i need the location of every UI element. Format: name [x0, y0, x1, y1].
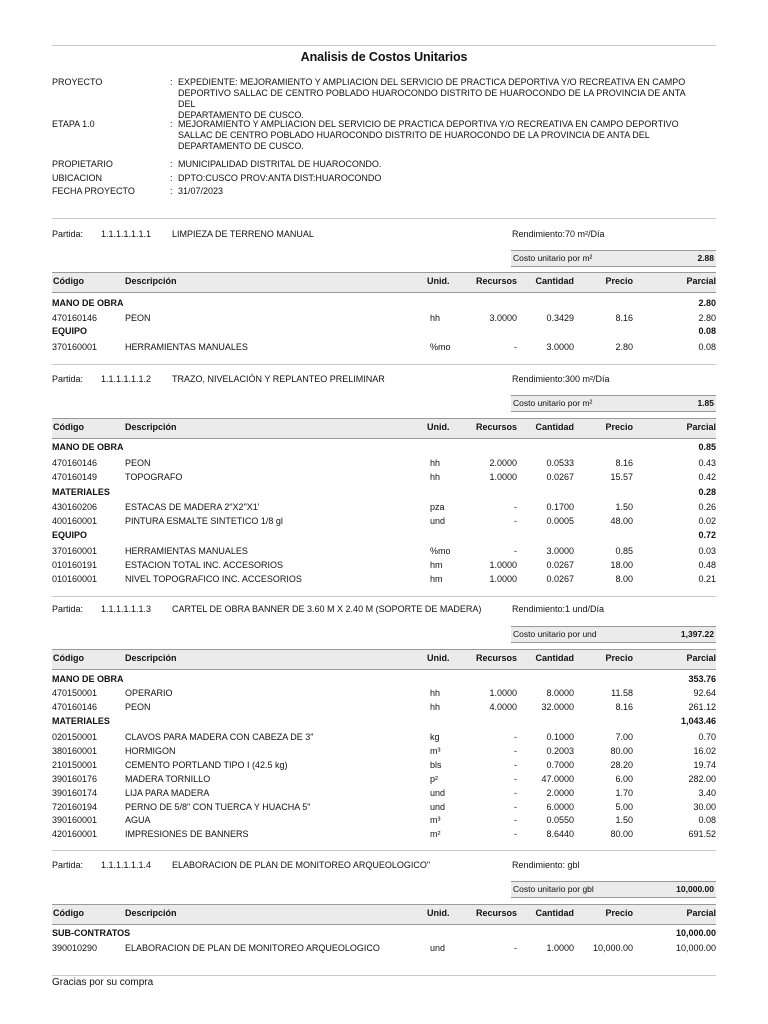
cell-unid: p² — [430, 774, 439, 784]
costo-unitario-label: Costo unitario por gbl — [513, 884, 594, 894]
ubicacion-label: UBICACION — [52, 173, 103, 183]
cell-unid: und — [430, 788, 446, 798]
costo-unitario-value: 2.88 — [697, 253, 714, 263]
costo-unitario-label: Costo unitario por m² — [513, 398, 593, 408]
cell-precio: 11.58 — [611, 688, 633, 698]
costo-unitario-value: 1,397.22 — [680, 629, 714, 639]
cell-precio: 28.20 — [610, 760, 633, 770]
cell-descripcion: CEMENTO PORTLAND TIPO I (42.5 kg) — [125, 760, 288, 770]
col-descripcion-header: Descripción — [125, 653, 177, 663]
cell-precio: 1.50 — [615, 502, 633, 512]
proyecto-value — [178, 77, 698, 121]
etapa-colon: : — [170, 119, 173, 129]
partida-code: 1.1.1.1.1.1.4 — [101, 860, 152, 870]
col-descripcion-header: Descripción — [125, 276, 177, 286]
cell-codigo: 470160146 — [52, 313, 98, 323]
cell-parcial: 0.03 — [698, 546, 716, 556]
cell-descripcion: PERNO DE 5/8" CON TUERCA Y HUACHA 5" — [125, 802, 311, 812]
cell-cantidad: 1.0000 — [546, 943, 574, 953]
cell-recursos: - — [514, 760, 517, 770]
cell-codigo: 020150001 — [52, 732, 98, 742]
cell-unid: und — [430, 943, 446, 953]
cell-precio: 8.16 — [615, 313, 633, 323]
rendimiento: Rendimiento:70 m²/Día — [512, 229, 605, 239]
col-parcial-header: Parcial — [686, 422, 716, 432]
cell-parcial: 0.08 — [698, 342, 716, 352]
cell-cantidad: 0.7000 — [546, 760, 574, 770]
col-codigo-header: Código — [53, 276, 84, 286]
cell-parcial: 0.08 — [698, 815, 716, 825]
cell-cantidad: 3.0000 — [546, 342, 574, 352]
costo-unitario-value: 10,000.00 — [676, 884, 714, 894]
cell-precio: 15.57 — [610, 472, 633, 482]
cell-codigo: 390010290 — [52, 943, 98, 953]
cell-recursos: - — [514, 815, 517, 825]
group-label: MATERIALES — [52, 487, 110, 497]
cell-precio: 80.00 — [610, 829, 633, 839]
cell-recursos: - — [514, 516, 517, 526]
cell-recursos: 1.0000 — [489, 574, 517, 584]
cell-cantidad: 8.6440 — [546, 829, 574, 839]
cell-parcial: 30.00 — [693, 802, 716, 812]
page-title: Analisis de Costos Unitarios — [300, 50, 468, 64]
costo-unitario-box — [511, 626, 716, 643]
cell-recursos: - — [514, 788, 517, 798]
cell-unid: bls — [430, 760, 442, 770]
cell-unid: m³ — [430, 815, 441, 825]
etapa-line: MEJORAMIENTO Y AMPLIACION DEL SERVICIO DE PRACTICA DEPORTIVA Y/O RECREATIVA EN CAMPO DEPORTIVO — [178, 119, 679, 129]
col-precio-header: Precio — [605, 908, 633, 918]
cell-unid: hh — [430, 472, 441, 482]
cell-parcial: 0.43 — [698, 458, 716, 468]
cell-parcial: 0.48 — [698, 560, 716, 570]
col-recursos-header: Recursos — [475, 276, 517, 286]
etapa-line: SALLAC DE CENTRO POBLADO HUAROCONDO DISTRITO DE HUAROCONDO DE LA PROVINCIA DE ANTA DEL — [178, 130, 650, 140]
cell-unid: und — [430, 802, 446, 812]
cell-parcial: 10,000.00 — [675, 943, 716, 953]
col-unid-header: Unid. — [427, 276, 450, 286]
cell-recursos: - — [514, 802, 517, 812]
cell-parcial: 0.70 — [698, 732, 716, 742]
cell-precio: 5.00 — [615, 802, 633, 812]
cell-recursos: 1.0000 — [489, 472, 517, 482]
section-divider — [52, 218, 716, 219]
cell-recursos: 1.0000 — [489, 688, 517, 698]
cell-codigo: 380160001 — [52, 746, 98, 756]
cell-codigo: 390160176 — [52, 774, 98, 784]
table-header — [52, 904, 716, 925]
group-total: 10,000.00 — [675, 928, 716, 938]
group-total: 1,043.46 — [680, 716, 716, 726]
cell-cantidad: 0.0267 — [546, 574, 574, 584]
col-precio-header: Precio — [605, 276, 633, 286]
cell-precio: 10,000.00 — [592, 943, 633, 953]
cell-recursos: 2.0000 — [489, 458, 517, 468]
propietario-label: PROPIETARIO — [52, 159, 113, 169]
col-descripcion-header: Descripción — [125, 908, 177, 918]
cell-codigo: 010160001 — [52, 574, 98, 584]
cell-cantidad: 0.2003 — [546, 746, 574, 756]
cell-cantidad: 47.0000 — [541, 774, 574, 784]
cell-codigo: 470150001 — [52, 688, 98, 698]
col-precio-header: Precio — [605, 653, 633, 663]
footer-text: Gracias por su compra — [52, 977, 154, 988]
cell-cantidad: 6.0000 — [546, 802, 574, 812]
col-cantidad-header: Cantidad — [535, 422, 574, 432]
partida-code: 1.1.1.1.1.1.2 — [101, 374, 152, 384]
cell-precio: 7.00 — [615, 732, 633, 742]
cell-unid: und — [430, 516, 446, 526]
cell-recursos: - — [514, 774, 517, 784]
cell-cantidad: 8.0000 — [546, 688, 574, 698]
propietario-value: MUNICIPALIDAD DISTRITAL DE HUAROCONDO. — [178, 159, 382, 169]
group-label: MANO DE OBRA — [52, 298, 124, 308]
col-recursos-header: Recursos — [475, 653, 517, 663]
cell-recursos: - — [514, 746, 517, 756]
cell-codigo: 390160174 — [52, 788, 98, 798]
rendimiento: Rendimiento: gbl — [512, 860, 580, 870]
cell-recursos: - — [514, 943, 517, 953]
proyecto-line: DEPARTAMENTO DE CUSCO. — [178, 110, 304, 120]
cell-parcial: 0.02 — [698, 516, 716, 526]
partida-name: LIMPIEZA DE TERRENO MANUAL — [172, 229, 314, 239]
costo-unitario-box — [511, 395, 716, 412]
cell-descripcion: ESTACAS DE MADERA 2"X2"X1' — [125, 502, 260, 512]
partida-name: CARTEL DE OBRA BANNER DE 3.60 M X 2.40 M (SOPORTE DE MADERA) — [172, 604, 482, 614]
col-recursos-header: Recursos — [475, 422, 517, 432]
cell-precio: 2.80 — [615, 342, 633, 352]
partida-label: Partida: — [52, 860, 84, 870]
group-label: EQUIPO — [52, 326, 88, 336]
ubicacion-colon: : — [170, 173, 173, 183]
cell-precio: 0.85 — [615, 546, 633, 556]
cell-unid: hh — [430, 688, 441, 698]
costo-unitario-label: Costo unitario por und — [513, 629, 597, 639]
group-total: 353.76 — [688, 674, 716, 684]
cell-descripcion: HERRAMIENTAS MANUALES — [125, 342, 248, 352]
cell-parcial: 261.12 — [688, 702, 716, 712]
cell-descripcion: CLAVOS PARA MADERA CON CABEZA DE 3" — [125, 732, 314, 742]
cell-cantidad: 32.0000 — [541, 702, 574, 712]
cell-unid: hm — [430, 560, 443, 570]
cell-descripcion: LIJA PARA MADERA — [125, 788, 210, 798]
cell-codigo: 370160001 — [52, 342, 98, 352]
cell-recursos: - — [514, 546, 517, 556]
cell-cantidad: 3.0000 — [546, 546, 574, 556]
cell-precio: 18.00 — [610, 560, 633, 570]
cell-parcial: 16.02 — [693, 746, 716, 756]
cell-descripcion: MADERA TORNILLO — [125, 774, 211, 784]
group-label: EQUIPO — [52, 530, 88, 540]
group-label: MANO DE OBRA — [52, 442, 124, 452]
bottom-divider — [52, 975, 716, 976]
section-divider — [52, 596, 716, 597]
costo-unitario-box — [511, 250, 716, 267]
costo-unitario-value: 1.85 — [697, 398, 714, 408]
col-precio-header: Precio — [605, 422, 633, 432]
cell-cantidad: 0.0267 — [546, 560, 574, 570]
col-parcial-header: Parcial — [686, 653, 716, 663]
cell-codigo: 390160001 — [52, 815, 98, 825]
col-codigo-header: Código — [53, 422, 84, 432]
cell-codigo: 470160146 — [52, 702, 98, 712]
col-unid-header: Unid. — [427, 653, 450, 663]
partida-name: TRAZO, NIVELACIÓN Y REPLANTEO PRELIMINAR — [172, 374, 385, 384]
proyecto-line: EXPEDIENTE: MEJORAMIENTO Y AMPLIACION DEL SERVICIO DE PRACTICA DEPORTIVA Y/O RECREATIVA EN CAMPO — [178, 77, 686, 87]
fecha-value: 31/07/2023 — [178, 186, 224, 196]
col-codigo-header: Código — [53, 653, 84, 663]
cell-unid: hm — [430, 574, 443, 584]
cell-codigo: 430160206 — [52, 502, 98, 512]
proyecto-line: DEPORTIVO SALLAC DE CENTRO POBLADO HUAROCONDO DISTRITO DE HUAROCONDO DE LA PROVINCIA DE ANTA DEL — [178, 88, 686, 109]
cell-descripcion: ELABORACION DE PLAN DE MONITOREO ARQUEOLOGICO — [125, 943, 380, 953]
cell-descripcion: IMPRESIONES DE BANNERS — [125, 829, 249, 839]
cell-codigo: 400160001 — [52, 516, 98, 526]
cell-cantidad: 0.1000 — [546, 732, 574, 742]
cell-recursos: - — [514, 732, 517, 742]
cell-descripcion: PEON — [125, 458, 151, 468]
col-unid-header: Unid. — [427, 422, 450, 432]
cell-parcial: 0.42 — [698, 472, 716, 482]
cell-unid: hh — [430, 313, 441, 323]
ubicacion-value: DPTO:CUSCO PROV:ANTA DIST:HUAROCONDO — [178, 173, 382, 183]
group-label: SUB-CONTRATOS — [52, 928, 131, 938]
group-total: 0.85 — [698, 442, 716, 452]
partida-code: 1.1.1.1.1.1.1 — [101, 229, 152, 239]
table-header — [52, 649, 716, 670]
etapa-line: DEPARTAMENTO DE CUSCO. — [178, 141, 304, 151]
col-parcial-header: Parcial — [686, 276, 716, 286]
cell-codigo: 210150001 — [52, 760, 98, 770]
costo-unitario-box — [511, 881, 716, 898]
table-header — [52, 272, 716, 293]
costo-unitario-label: Costo unitario por m² — [513, 253, 593, 263]
cell-parcial: 0.26 — [698, 502, 716, 512]
cell-unid: hh — [430, 458, 441, 468]
proyecto-colon: : — [170, 77, 173, 87]
cell-codigo: 720160194 — [52, 802, 98, 812]
fecha-colon: : — [170, 186, 173, 196]
cell-parcial: 0.21 — [698, 574, 716, 584]
cell-descripcion: PEON — [125, 313, 151, 323]
rendimiento: Rendimiento:1 und/Día — [512, 604, 605, 614]
cell-unid: kg — [430, 732, 440, 742]
cell-codigo: 470160146 — [52, 458, 98, 468]
cell-cantidad: 0.0550 — [546, 815, 574, 825]
cell-descripcion: OPERARIO — [125, 688, 173, 698]
cell-descripcion: HORMIGON — [125, 746, 176, 756]
cell-codigo: 470160149 — [52, 472, 98, 482]
cell-recursos: - — [514, 342, 517, 352]
cell-recursos: 3.0000 — [489, 313, 517, 323]
etapa-label: ETAPA 1.0 — [52, 119, 95, 129]
cell-cantidad: 0.0533 — [546, 458, 574, 468]
cell-unid: m³ — [430, 746, 441, 756]
group-total: 0.08 — [698, 326, 716, 336]
section-divider — [52, 850, 716, 851]
cell-recursos: 4.0000 — [489, 702, 517, 712]
proyecto-label: PROYECTO — [52, 77, 103, 87]
col-descripcion-header: Descripción — [125, 422, 177, 432]
cell-descripcion: PEON — [125, 702, 151, 712]
cell-precio: 1.50 — [615, 815, 633, 825]
cell-unid: %mo — [430, 342, 451, 352]
cell-parcial: 92.64 — [693, 688, 716, 698]
table-header — [52, 418, 716, 439]
col-cantidad-header: Cantidad — [535, 908, 574, 918]
cell-precio: 6.00 — [615, 774, 633, 784]
col-cantidad-header: Cantidad — [535, 653, 574, 663]
cell-parcial: 691.52 — [688, 829, 716, 839]
cell-codigo: 010160191 — [52, 560, 98, 570]
cell-recursos: - — [514, 502, 517, 512]
cell-cantidad: 0.0267 — [546, 472, 574, 482]
cell-unid: %mo — [430, 546, 451, 556]
group-total: 2.80 — [698, 298, 716, 308]
group-total: 0.72 — [698, 530, 716, 540]
col-unid-header: Unid. — [427, 908, 450, 918]
col-recursos-header: Recursos — [475, 908, 517, 918]
group-label: MATERIALES — [52, 716, 110, 726]
cell-parcial: 282.00 — [688, 774, 716, 784]
partida-label: Partida: — [52, 374, 84, 384]
partida-label: Partida: — [52, 604, 84, 614]
rendimiento: Rendimiento:300 m²/Día — [512, 374, 610, 384]
cell-descripcion: PINTURA ESMALTE SINTETICO 1/8 gl — [125, 516, 283, 526]
cell-precio: 48.00 — [610, 516, 633, 526]
cell-descripcion: AGUA — [125, 815, 151, 825]
cell-parcial: 19.74 — [693, 760, 716, 770]
cell-parcial: 2.80 — [698, 313, 716, 323]
cell-codigo: 370160001 — [52, 546, 98, 556]
section-divider — [52, 364, 716, 365]
cell-cantidad: 2.0000 — [546, 788, 574, 798]
cell-parcial: 3.40 — [698, 788, 716, 798]
cell-precio: 8.16 — [615, 702, 633, 712]
partida-code: 1.1.1.1.1.1.3 — [101, 604, 152, 614]
cell-unid: m² — [430, 829, 441, 839]
cell-unid: hh — [430, 702, 441, 712]
cell-descripcion: HERRAMIENTAS MANUALES — [125, 546, 248, 556]
partida-name: ELABORACION DE PLAN DE MONITOREO ARQUEOLOGICO" — [172, 860, 431, 870]
cell-recursos: 1.0000 — [489, 560, 517, 570]
cell-codigo: 420160001 — [52, 829, 98, 839]
cell-cantidad: 0.3429 — [546, 313, 574, 323]
col-codigo-header: Código — [53, 908, 84, 918]
cell-precio: 8.16 — [615, 458, 633, 468]
col-parcial-header: Parcial — [686, 908, 716, 918]
cell-cantidad: 0.0005 — [546, 516, 574, 526]
cell-recursos: - — [514, 829, 517, 839]
fecha-label: FECHA PROYECTO — [52, 186, 135, 196]
etapa-value — [178, 119, 698, 152]
cell-descripcion: ESTACION TOTAL INC. ACCESORIOS — [125, 560, 284, 570]
cell-precio: 1.70 — [615, 788, 633, 798]
cell-precio: 8.00 — [615, 574, 633, 584]
cell-unid: pza — [430, 502, 445, 512]
cell-descripcion: NIVEL TOPOGRAFICO INC. ACCESORIOS — [125, 574, 302, 584]
cell-cantidad: 0.1700 — [546, 502, 574, 512]
cell-precio: 80.00 — [610, 746, 633, 756]
group-label: MANO DE OBRA — [52, 674, 124, 684]
group-total: 0.28 — [698, 487, 716, 497]
top-divider — [52, 45, 716, 46]
partida-label: Partida: — [52, 229, 84, 239]
col-cantidad-header: Cantidad — [535, 276, 574, 286]
propietario-colon: : — [170, 159, 173, 169]
cell-descripcion: TOPOGRAFO — [125, 472, 183, 482]
